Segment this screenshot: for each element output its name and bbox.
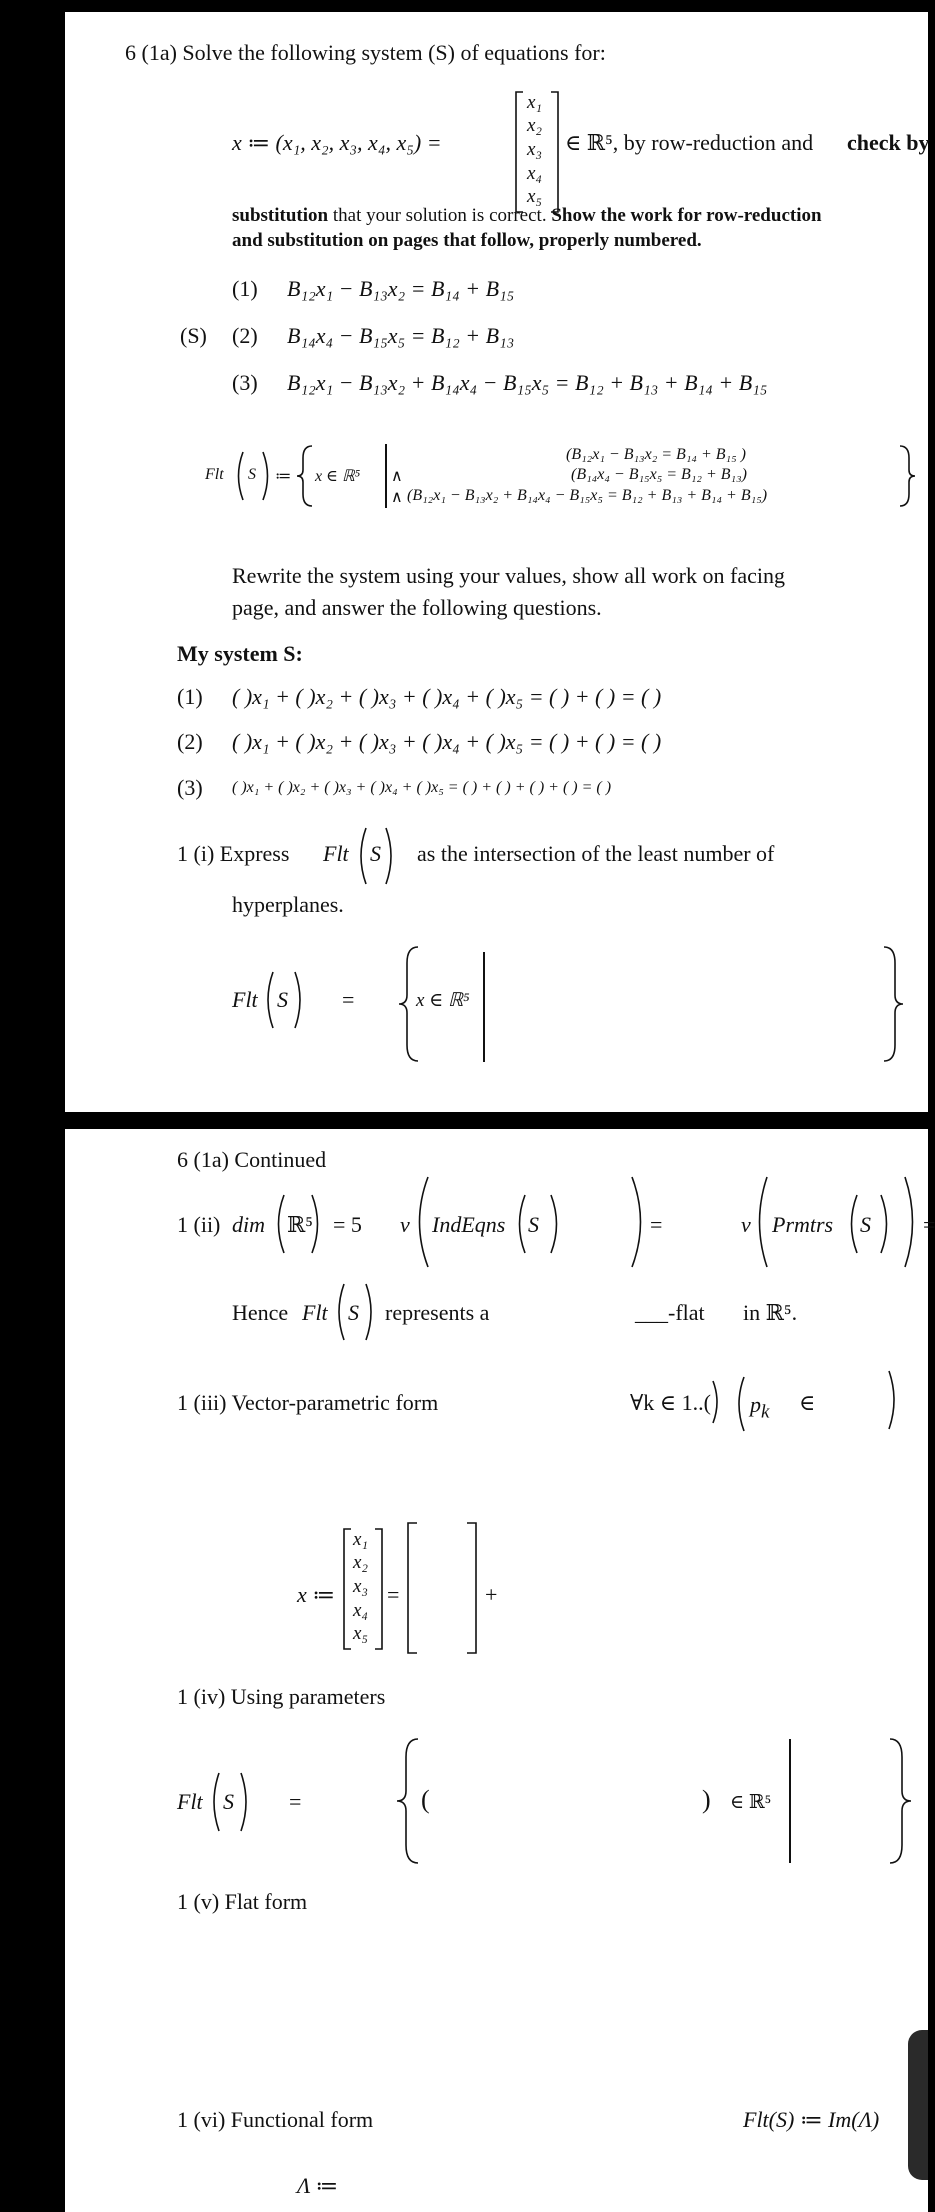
- range-paren-close: [707, 1377, 727, 1427]
- equals-sign: =: [342, 987, 355, 1012]
- row-number: (1): [177, 684, 203, 709]
- in-r5: ∈ ℝ⁵: [730, 1792, 772, 1813]
- flt-label: Flt: [177, 1789, 203, 1814]
- question-1i-label: 1 (i) Express: [177, 841, 290, 866]
- indeqns-label: IndEqns: [432, 1212, 506, 1237]
- nu-symbol: ν: [400, 1212, 410, 1237]
- flat-blank: ___-flat: [635, 1300, 705, 1325]
- set-divider: [385, 444, 387, 508]
- show-work-text-2: and substitution on pages that follow, properly numbered.: [232, 230, 702, 251]
- set-divider: [789, 1739, 791, 1863]
- substitution-rest: that your solution is correct.: [328, 205, 547, 226]
- show-work-text: Show the work for row-reduction: [551, 205, 822, 226]
- flt-constraint-1: (B₁₂x₁ − B₁₃x₂ = B₁₄ + B₁₅ ): [566, 446, 746, 463]
- vector-entry: x₄: [527, 163, 543, 184]
- vector-right-bracket: [373, 1527, 385, 1651]
- flt-label: Flt: [205, 466, 224, 483]
- vector-entry: x₁: [527, 92, 543, 113]
- set-left-brace: [395, 1737, 421, 1865]
- hence-flt: Flt: [302, 1300, 328, 1325]
- hence-s: S: [348, 1300, 359, 1325]
- vector-entry: x₂: [353, 1552, 369, 1573]
- answer-right-bracket: [465, 1521, 479, 1655]
- represents-text: represents a: [385, 1300, 490, 1325]
- vector-left-bracket: [341, 1527, 353, 1651]
- flt-constraint-2: (B₁₄x₄ − B₁₅x₅ = B₁₂ + B₁₃): [571, 466, 747, 483]
- worksheet-page-1: [65, 12, 928, 1112]
- flt-assign: ≔: [275, 468, 292, 485]
- indeqns-s: S: [528, 1212, 539, 1237]
- vector-entry: x₅: [527, 186, 543, 207]
- question-1v-label: 1 (v) Flat form: [177, 1889, 308, 1914]
- paren-open: (: [421, 1785, 430, 1814]
- set-right-brace: [881, 945, 905, 1063]
- continued-heading: 6 (1a) Continued: [177, 1147, 327, 1172]
- vector-entry: x₁: [353, 1529, 369, 1550]
- set-divider: [483, 952, 485, 1062]
- forall-text: ∀k ∈ 1..(: [630, 1390, 711, 1415]
- set-left-brace: [295, 444, 315, 508]
- substitution-bold: substitution: [232, 205, 329, 226]
- my-system-label: My system S:: [177, 641, 303, 666]
- and-symbol: ∧: [391, 468, 403, 485]
- plus-sign: +: [485, 1582, 498, 1607]
- flt-label: Flt: [232, 987, 258, 1012]
- in-r5-text: in ℝ⁵.: [743, 1300, 798, 1325]
- question-1vi-label: 1 (vi) Functional form: [177, 2107, 374, 2132]
- worksheet-page-2: [65, 1129, 935, 2212]
- equals-sign: =: [387, 1582, 400, 1607]
- vector-entry: x₅: [353, 1623, 369, 1644]
- set-right-brace: [897, 444, 917, 508]
- my-system-row-3: ( )x₁ + ( )x₂ + ( )x₃ + ( )x₄ + ( )x₅ = ( ) + ( ) + ( ) + ( ) = ( ): [232, 779, 612, 796]
- pk-subscript: k: [761, 1401, 770, 1423]
- set-variable: x ∈ ℝ⁵: [315, 468, 361, 485]
- check-by-text: check by: [847, 130, 930, 155]
- question-1iv-label: 1 (iv) Using parameters: [177, 1684, 386, 1709]
- x-assign: x ≔: [297, 1582, 335, 1607]
- equation-3: B₁₂x₁ − B₁₃x₂ + B₁₄x₄ − B₁₅x₅ = B₁₂ + B₁₃ + B₁₄ + B₁₅: [287, 370, 768, 395]
- set-right-brace: [887, 1737, 913, 1865]
- row-number: (2): [177, 729, 203, 754]
- equation-2: B₁₄x₄ − B₁₅x₅ = B₁₂ + B₁₃: [287, 323, 515, 348]
- problem-heading: 6 (1a) Solve the following system (S) of equations for:: [125, 40, 606, 65]
- row-number: (3): [177, 775, 203, 800]
- vector-entry: x₃: [353, 1576, 369, 1597]
- r5-symbol: ℝ⁵: [287, 1212, 313, 1237]
- x-definition: x ≔ (x₁, x₂, x₃, x₄, x₅) =: [232, 130, 442, 155]
- and-symbol: ∧: [391, 489, 403, 506]
- element-of: ∈: [799, 1390, 816, 1415]
- equation-number: (2): [232, 323, 258, 348]
- dim-label: dim: [232, 1212, 265, 1237]
- nu-symbol: ν: [741, 1212, 751, 1237]
- vector-entry: x₂: [527, 115, 543, 136]
- set-variable: x ∈ ℝ⁵: [416, 990, 470, 1011]
- answer-left-bracket: [405, 1521, 419, 1655]
- question-1ii-label: 1 (ii): [177, 1212, 221, 1237]
- vector-left-bracket: [513, 90, 525, 214]
- pk-symbol: [750, 1392, 769, 1423]
- paren-close: ): [702, 1785, 711, 1814]
- question-1i-text-2: hyperplanes.: [232, 892, 344, 917]
- hence-text: Hence: [232, 1300, 289, 1325]
- row-reduction-text: ∈ ℝ⁵, by row-reduction and: [565, 130, 814, 155]
- equation-number: (3): [232, 370, 258, 395]
- equals-sign: =: [923, 1212, 935, 1237]
- equation-number: (1): [232, 276, 258, 301]
- question-1i-text: as the intersection of the least number of: [417, 841, 775, 866]
- flt-constraint-3: (B₁₂x₁ − B₁₃x₂ + B₁₄x₄ − B₁₅x₅ = B₁₂ + B₁₃ + B₁₄ + B₁₅): [407, 487, 768, 504]
- rewrite-instructions-2: page, and answer the following questions.: [232, 595, 602, 620]
- system-label: (S): [180, 323, 207, 348]
- flt-s: S: [277, 987, 288, 1012]
- dim-value: = 5: [333, 1212, 362, 1237]
- my-system-row-1: ( )x₁ + ( )x₂ + ( )x₃ + ( )x₄ + ( )x₅ = ( ) + ( ) = ( ): [232, 684, 662, 709]
- equals-sign: =: [650, 1212, 663, 1237]
- pk-paren-close: [883, 1369, 903, 1431]
- pk-letter: p: [750, 1392, 761, 1417]
- flt-s: S: [248, 466, 256, 483]
- vector-entry: x₃: [527, 139, 543, 160]
- equation-1: B₁₂x₁ − B₁₃x₂ = B₁₄ + B₁₅: [287, 276, 515, 301]
- question-1i-flt: Flt: [323, 841, 349, 866]
- prmtrs-label: Prmtrs: [772, 1212, 834, 1237]
- flt-s: S: [223, 1789, 234, 1814]
- functional-form-definition: Flt(S) ≔ Im(Λ): [743, 2107, 880, 2132]
- lambda-definition: Λ ≔: [297, 2173, 339, 2198]
- vector-entry: x₄: [353, 1600, 369, 1621]
- vector-right-bracket: [549, 90, 561, 214]
- equals-sign: =: [289, 1789, 302, 1814]
- question-1iii-label: 1 (iii) Vector-parametric form: [177, 1390, 439, 1415]
- my-system-row-2: ( )x₁ + ( )x₂ + ( )x₃ + ( )x₄ + ( )x₅ = ( ) + ( ) = ( ): [232, 729, 662, 754]
- question-1i-s: S: [370, 841, 381, 866]
- device-edge: [908, 2030, 928, 2180]
- prmtrs-s: S: [860, 1212, 871, 1237]
- rewrite-instructions: Rewrite the system using your values, show all work on facing: [232, 563, 785, 588]
